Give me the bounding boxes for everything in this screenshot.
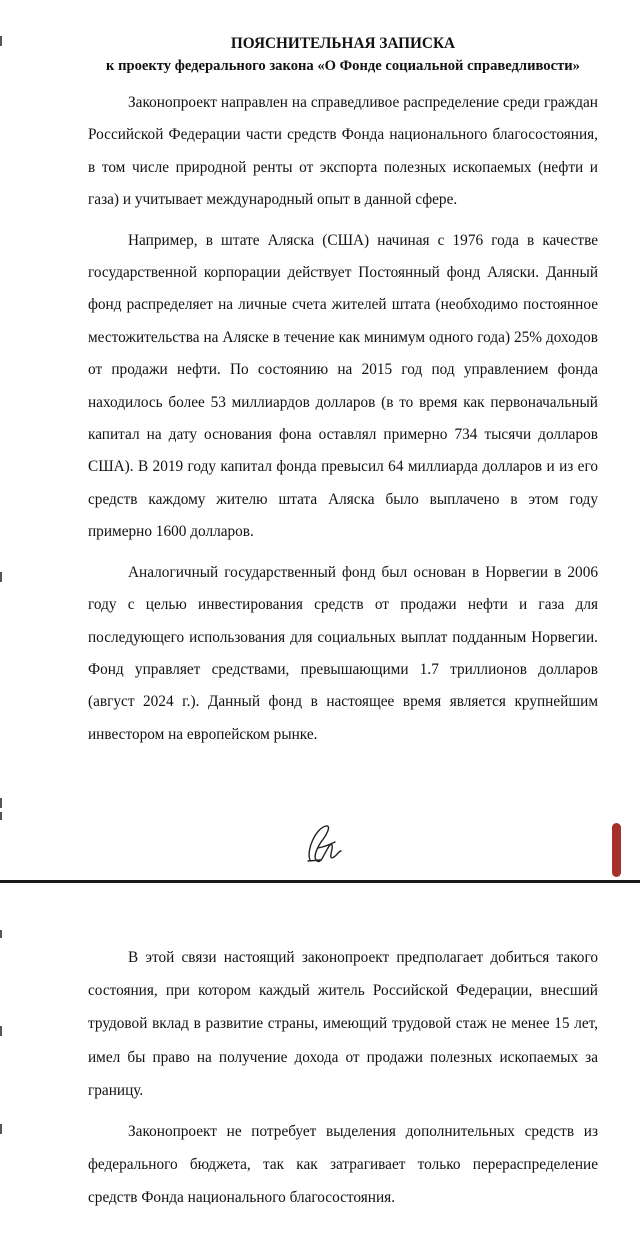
document-page-2 [0,883,640,1234]
document-subtitle: к проекту федерального закона «О Фонде социальной справедливости» [106,58,580,74]
signature-icon [296,820,346,870]
paragraph-bill-goal: В этой связи настоящий законопроект предполагает добиться такого состояния, при котором каждый житель Российской Федерации, внесший трудовой вклад в развитие страны, имеющий трудовой стаж не менее 15 лет, имел бы право на получение дохода от продажи полезных ископаемых за границу. [88,949,598,1099]
page-2-content [88,941,598,1223]
margin-mark [0,1026,2,1036]
paragraph-norway-fund: Аналогичный государственный фонд был основан в Норвегии в 2006 году с целью инвестирования средств от продажи нефти и газа для последующего использования для социальных выплат подданным Норвегии. Фонд управляет средствами, превышающими 1.7 триллионов долларов (август 2024 г.). Данный фонд в настоящее время является крупнейшим инвестором на европейском рынке. [88,563,598,743]
margin-mark [0,812,2,820]
paragraph-purpose: Законопроект направлен на справедливое распределение среди граждан Российской Федерации части средств Фонда национального благосостояния, в том числе природной ренты от экспорта полезных ископаемых (нефти и газа) и учитывает международный опыт в данной сфере. [88,94,598,209]
paragraph-budget: Законопроект не потребует выделения дополнительных средств из федерального бюджета, так как затрагивает только перераспределение средств Фонда национального благосостояния. [88,1123,598,1207]
scrollbar-thumb[interactable] [612,823,621,877]
margin-mark [0,572,2,582]
margin-mark [0,1124,2,1134]
margin-mark [0,930,2,938]
document-title: ПОЯСНИТЕЛЬНАЯ ЗАПИСКА [230,35,456,52]
page-1-content [88,33,598,759]
margin-mark [0,36,2,46]
margin-mark [0,798,2,808]
paragraph-alaska-fund: Например, в штате Аляска (США) начиная с 1976 года в качестве государственной корпорации действует Постоянный фонд Аляски. Данный фонд распределяет на личные счета жителей штата (необходимо постоянное местожительства на Аляске в течение как минимум одного года) 25% доходов от продажи нефти. По состоянию на 2015 год под управлением фонда находилось более 53 миллиардов долларов (в то время как первоначальный капитал на дату основания фона оставлял примерно 734 тысячи долларов США). В 2019 году капитал фонда превысил 64 миллиарда долларов и из его средств каждому жителю штата Аляска было выплачено в этом году примерно 1600 долларов. [88,231,598,541]
